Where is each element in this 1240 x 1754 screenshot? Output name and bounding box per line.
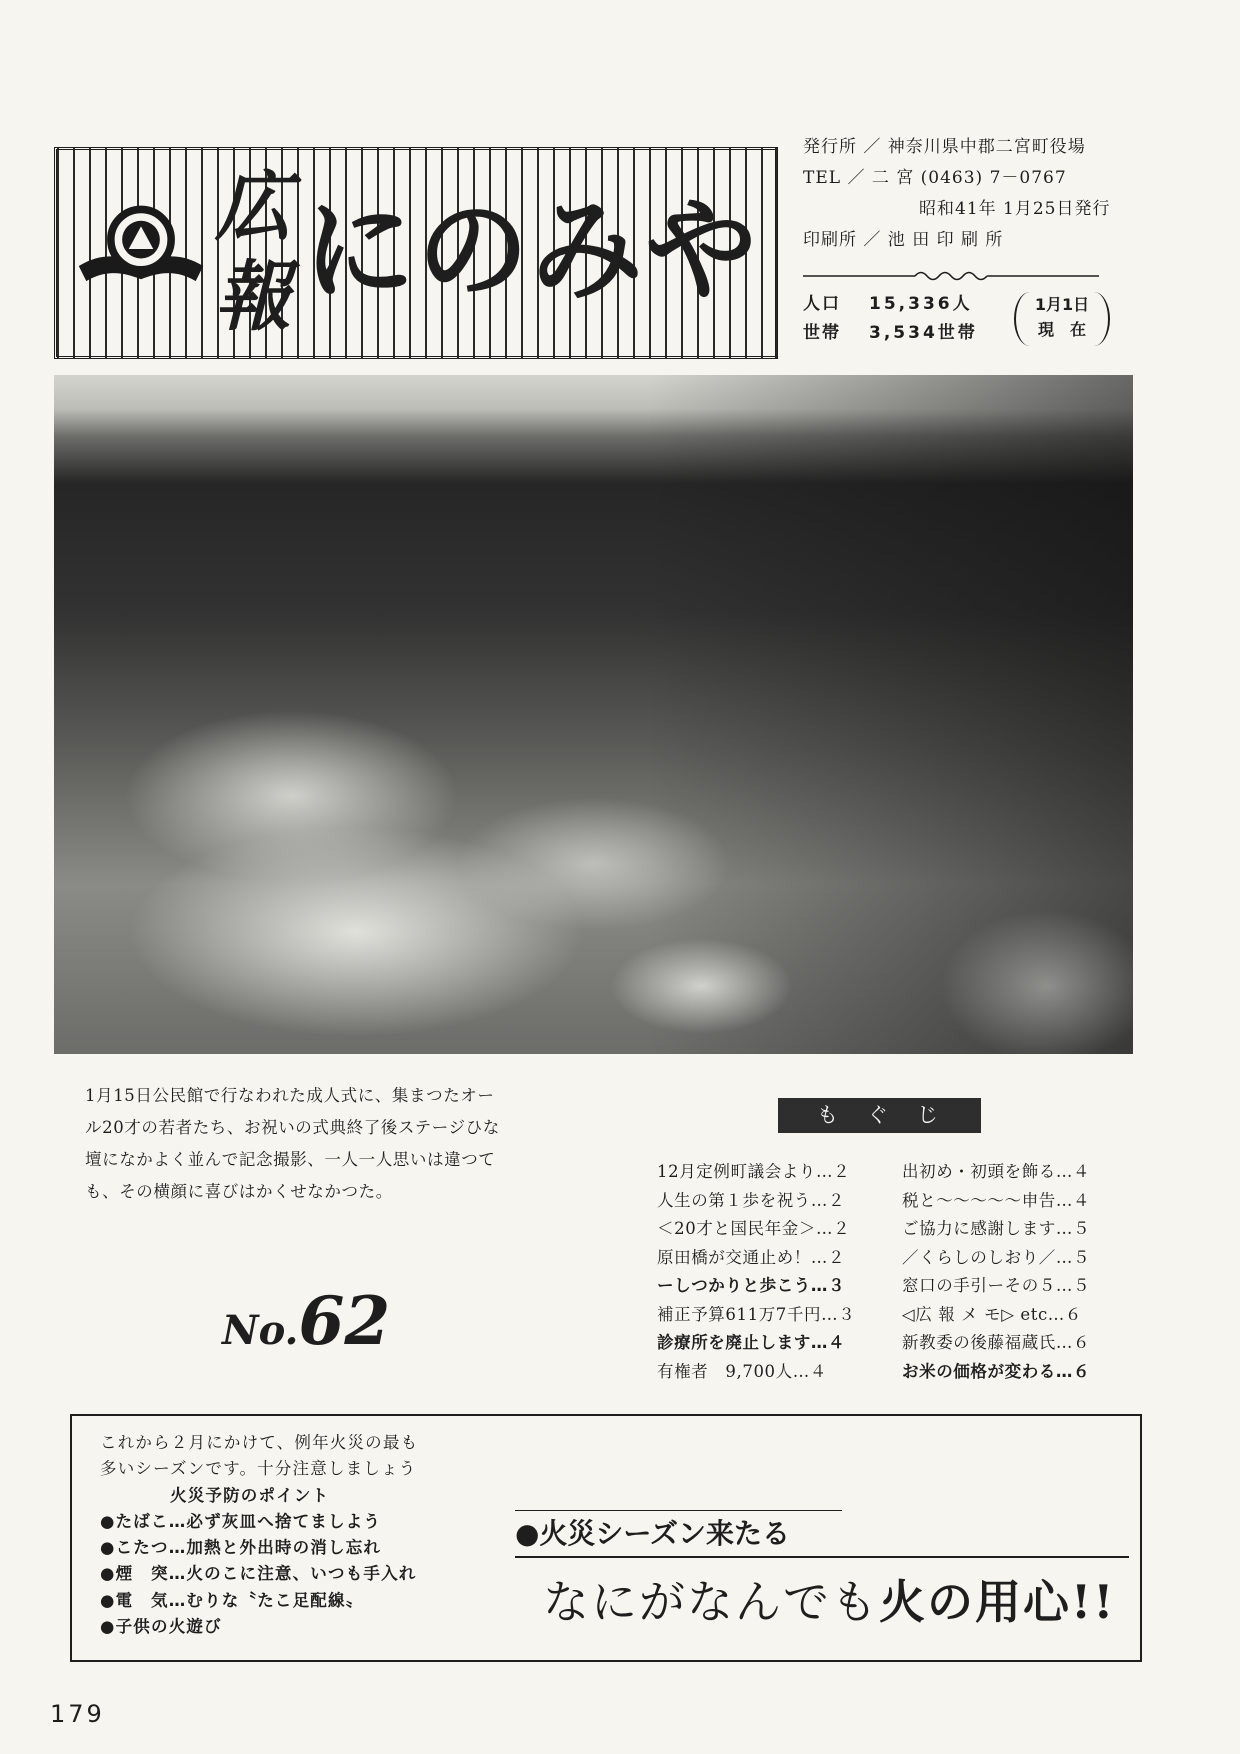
toc-item[interactable]: 診療所を廃止します…４ — [657, 1333, 846, 1352]
population-row — [803, 290, 978, 319]
toc-item[interactable]: 新教委の後藤福蔵氏…６ — [902, 1333, 1091, 1352]
toc-item[interactable]: ーしつかりと歩こう…３ — [657, 1276, 846, 1295]
households-value: 3,534世帯 — [869, 323, 978, 343]
fire-season-headline: ●火災シーズン来たる — [515, 1517, 791, 1550]
toc-item[interactable]: 窓口の手引ーその５…５ — [902, 1276, 1091, 1295]
toc-item[interactable]: 有権者 9,700人…４ — [657, 1361, 827, 1381]
population-value: 15,336人 — [869, 294, 973, 314]
fire-slogan-part-1: なにがなんでも — [543, 1575, 879, 1629]
caption-line: ル20才の若者たち、お祝いの式典終了後ステージひな — [85, 1118, 500, 1137]
fire-prevention-text — [100, 1430, 418, 1640]
issue-number — [222, 1282, 390, 1360]
masthead-koho-char-2: 報 — [215, 252, 291, 341]
fire-intro-line: 多いシーズンです。十分注意しましょう — [100, 1459, 417, 1479]
fire-point: ●こたつ…加熱と外出時の消し忘れ — [100, 1538, 382, 1558]
ceremony-photo — [54, 375, 1133, 1054]
publisher-info — [803, 132, 1123, 256]
masthead-koho-char-1: 広 — [215, 162, 291, 251]
publisher-line: 発行所 ／ 神奈川県中郡二宮町役場 — [803, 137, 1086, 157]
toc-heading: も ぐ じ — [778, 1098, 981, 1133]
masthead-title: にのみや — [303, 186, 759, 316]
tel-line: TEL ／ 二 宮 (0463) 7－0767 — [803, 168, 1067, 188]
as-of-word: 現 在 — [1037, 320, 1086, 339]
toc-item[interactable]: 人生の第１歩を祝う…２ — [657, 1190, 846, 1210]
fire-point: ●煙 突…火のこに注意、いつも手入れ — [100, 1564, 417, 1584]
caption-line: 1月15日公民館で行なわれた成人式に、集まつたオー — [85, 1086, 495, 1105]
printer-line: 印刷所 ／ 池 田 印 刷 所 — [803, 230, 1004, 250]
toc-item[interactable]: 出初め・初頭を飾る…４ — [902, 1162, 1091, 1181]
toc-item[interactable]: お米の価格が変わる…６ — [902, 1361, 1091, 1381]
masthead — [54, 147, 778, 359]
fire-point: ●たばこ…必ず灰皿へ捨てましよう — [100, 1511, 382, 1531]
fire-headline-bottom-rule — [515, 1556, 1129, 1558]
toc-item[interactable]: 原田橋が交通止め！…２ — [657, 1247, 846, 1267]
toc-left-column — [657, 1158, 855, 1386]
toc-item[interactable]: ／くらしのしおり／…５ — [902, 1247, 1091, 1267]
toc-item[interactable]: 補正予算611万7千円…３ — [657, 1304, 856, 1324]
caption-line: 壇になかよく並んで記念撮影、一人一人思いは違つて — [85, 1150, 496, 1169]
toc-right-column — [902, 1158, 1090, 1386]
fire-slogan-part-2: 火の用心!! — [879, 1575, 1116, 1629]
issue-number-value: 62 — [298, 1282, 391, 1360]
fire-intro-line: これから２月にかけて、例年火災の最も — [100, 1433, 419, 1452]
ornamental-rule-svg — [803, 268, 1099, 284]
issue-prefix: No. — [222, 1307, 299, 1354]
fire-point: ●子供の火遊び — [100, 1617, 222, 1637]
population-label: 人口 — [803, 294, 841, 314]
fire-points-heading: 火災予防のポイント — [170, 1485, 330, 1505]
fire-headline-top-rule — [515, 1510, 842, 1511]
town-emblem-icon — [75, 198, 207, 302]
ornamental-rule-path — [803, 273, 1099, 280]
toc-item[interactable]: 税と～～～～～申告…４ — [902, 1190, 1091, 1210]
households-label: 世帯 — [803, 323, 841, 343]
page-number: 179 — [50, 1700, 105, 1728]
masthead-koho — [207, 162, 299, 342]
toc-item[interactable]: ◁広 報 メ モ▷ etc…６ — [902, 1304, 1082, 1324]
fire-point: ●電 気…むりな〝たこ足配線〟 — [100, 1590, 364, 1610]
photo-caption — [85, 1080, 500, 1208]
town-emblem-svg — [75, 198, 207, 302]
caption-line: も、その横顔に喜びはかくせなかつた。 — [85, 1182, 393, 1201]
as-of-date: 1月1日 — [1034, 295, 1090, 314]
toc-item[interactable]: ご協力に感謝します…５ — [902, 1219, 1091, 1238]
toc-item[interactable]: 12月定例町議会より…２ — [657, 1162, 851, 1181]
stats-as-of — [1014, 292, 1110, 346]
fire-prevention-box — [70, 1414, 1142, 1662]
households-row — [803, 319, 978, 348]
fire-slogan — [543, 1574, 1115, 1630]
toc-item[interactable]: ＜20才と国民年金＞…２ — [657, 1219, 851, 1238]
population-stats — [803, 290, 978, 348]
issue-date-line: 昭和41年 1月25日発行 — [919, 199, 1111, 219]
ornamental-rule — [803, 268, 1099, 284]
